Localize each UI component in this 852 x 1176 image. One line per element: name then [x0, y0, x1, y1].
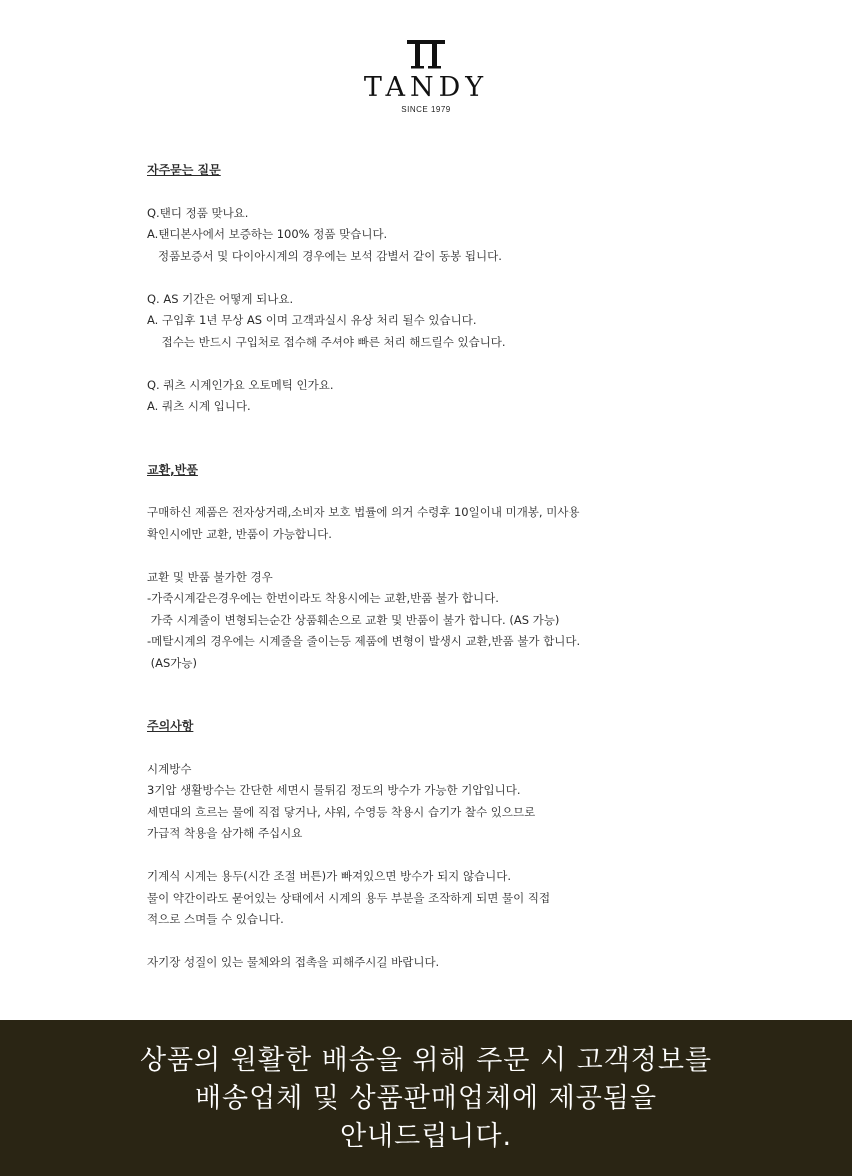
- faq-line: 정품보증서 및 다이아시계의 경우에는 보석 감별서 같이 동봉 됩니다.: [147, 248, 502, 263]
- caution-line: [147, 931, 747, 953]
- faq-line: Q.탠디 정품 맞나요.: [147, 205, 249, 220]
- caution-line: 가급적 착용을 삼가해 주십시요: [147, 826, 303, 840]
- banner-line: 안내드립니다.: [339, 1121, 513, 1152]
- exchange-line: 가죽 시계줄이 변형되는순간 상품훼손으로 교환 및 반품이 불가 합니다. (AS 가능): [147, 612, 560, 627]
- exchange-section: [147, 502, 747, 674]
- caution-section: [147, 759, 747, 974]
- faq-line: [147, 353, 747, 375]
- caution-line: 3기압 생활방수는 간단한 세면시 물튀김 정도의 방수가 가능한 기압입니다.: [147, 783, 521, 797]
- caution-heading: 주의사항: [147, 719, 194, 733]
- shipping-notice-banner: [0, 1020, 852, 1176]
- faq-line: [147, 267, 747, 289]
- exchange-line: -가죽시계같은경우에는 한번이라도 착용시에는 교환,반품 불가 합니다.: [147, 591, 499, 605]
- exchange-line: 확인시에만 교환, 반품이 가능합니다.: [147, 526, 332, 541]
- exchange-line: 구매하신 제품은 전자상거래,소비자 보호 법률에 의거 수령후 10일이내 미개봉, 미사용: [147, 505, 580, 519]
- caution-line: 시계방수: [147, 761, 192, 776]
- exchange-line: (AS가능): [147, 655, 198, 670]
- caution-line: 적으로 스며들 수 있습니다.: [147, 912, 284, 926]
- banner-line: 배송업체 및 상품판매업체에 제공됨을: [194, 1083, 658, 1114]
- faq-line: A. 구입후 1년 무상 AS 이며 고객과실시 유상 처리 될수 있습니다.: [147, 313, 477, 327]
- faq-section: [147, 203, 747, 418]
- info-content: [147, 160, 747, 974]
- exchange-line: -메탈시계의 경우에는 시계줄을 줄이는등 제품에 변형이 발생시 교환,반품 불가 합니다.: [147, 634, 581, 648]
- caution-line: 물이 약간이라도 묻어있는 상태에서 시계의 용두 부분을 조작하게 되면 물이 직접: [147, 890, 551, 905]
- caution-line: 기계식 시계는 용두(시간 조절 버튼)가 빠져있으면 방수가 되지 않습니다.: [147, 869, 512, 883]
- caution-line: 자기장 성질이 있는 물체와의 접촉을 피해주시길 바랍니다.: [147, 955, 440, 969]
- faq-heading: 자주묻는 질문: [147, 163, 221, 177]
- faq-line: Q. AS 기간은 어떻게 되나요.: [147, 291, 294, 306]
- exchange-line: [147, 545, 747, 567]
- faq-line: Q. 쿼츠 시계인가요 오토메틱 인가요.: [147, 377, 334, 392]
- faq-line: 접수는 반드시 구입처로 접수해 주셔야 빠른 처리 해드릴수 있습니다.: [147, 334, 506, 349]
- banner-line: 상품의 원활한 배송을 위해 주문 시 고객정보를: [139, 1045, 713, 1076]
- exchange-heading: 교환,반품: [147, 462, 198, 477]
- tandy-logo-icon: [405, 38, 447, 70]
- faq-line: A.탠디본사에서 보증하는 100% 정품 맞습니다.: [147, 227, 388, 241]
- brand-since: SINCE 1979: [401, 105, 451, 114]
- caution-line: [147, 845, 747, 867]
- brand-logo: [0, 38, 852, 114]
- caution-line: 세면대의 흐르는 물에 직접 닿거나, 샤워, 수영등 착용시 습기가 찰수 있으므로: [147, 804, 536, 819]
- faq-line: A. 쿼츠 시계 입니다.: [147, 399, 251, 413]
- exchange-line: 교환 및 반품 불가한 경우: [147, 569, 273, 584]
- brand-name: TANDY: [363, 72, 489, 103]
